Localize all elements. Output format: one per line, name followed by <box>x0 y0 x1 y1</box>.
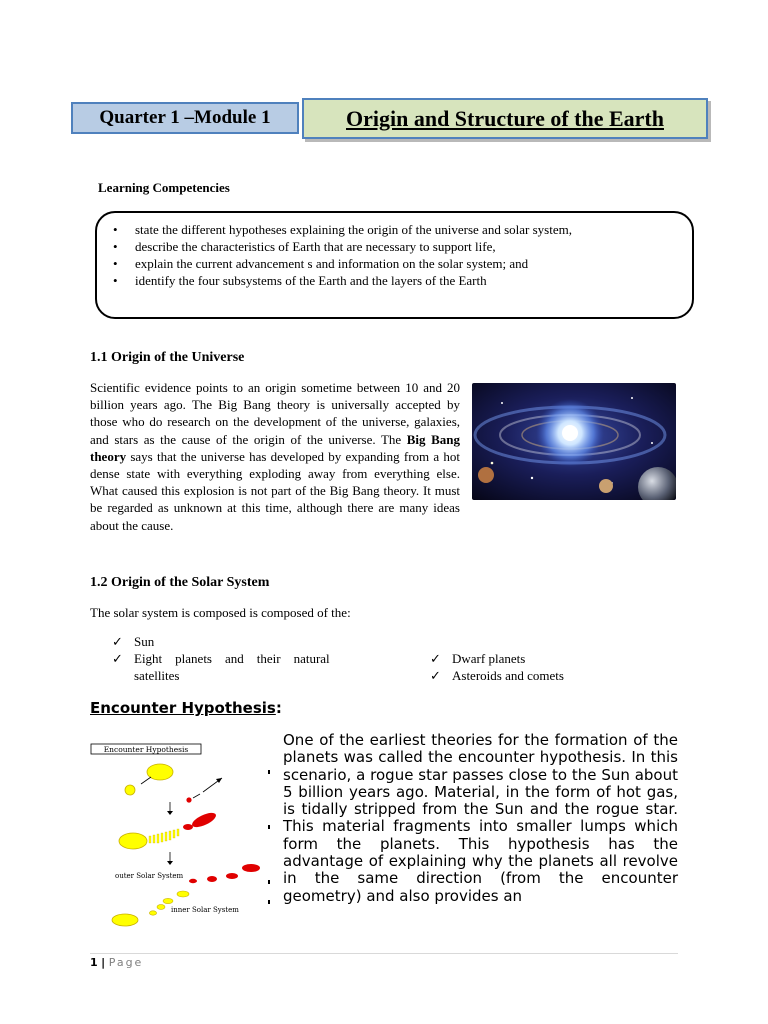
list-item: ✓ Dwarf planets <box>430 651 526 666</box>
page-number: 1 <box>90 956 98 969</box>
competency-item: • state the different hypotheses explaining the origin of the universe and solar system, <box>113 221 572 238</box>
solar-intro: The solar system is composed is composed of the: <box>90 605 351 620</box>
section-solar-heading: 1.2 Origin of the Solar System <box>90 575 270 590</box>
competencies-box <box>95 211 694 319</box>
big-bang-term: Big Bang theory <box>90 431 461 464</box>
diagram-inner-label: inner Solar System <box>171 906 239 914</box>
encounter-heading: Encounter Hypothesis: <box>90 699 282 717</box>
checkmark-icon: ✓ <box>430 651 441 666</box>
diagram-title: Encounter Hypothesis <box>103 745 189 754</box>
encounter-diagram <box>85 740 275 935</box>
footer-divider <box>90 953 678 954</box>
page-title: Origin and Structure of the Earth <box>346 105 664 131</box>
module-label: Quarter 1 –Module 1 <box>99 107 271 128</box>
footer-separator: | <box>101 956 106 969</box>
diagram-outer-label: outer Solar System <box>115 872 184 880</box>
encounter-diagram-svg <box>85 740 275 935</box>
list-item-continuation: satellites <box>134 668 180 683</box>
checkmark-icon: ✓ <box>112 634 123 649</box>
checkmark-icon: ✓ <box>430 668 441 683</box>
solar-left-list <box>112 633 362 684</box>
page-footer <box>90 956 143 969</box>
universe-text-end: says that the universe has developed by expanding from a hot dense state with everything exploding away from everything else. What caused this explosion is not part of the Big Bang theory. It must be regarded as unknown at this time, although there are many ideas about the cause. <box>90 448 460 533</box>
universe-galaxy-image <box>472 383 676 500</box>
checkmark-icon: ✓ <box>112 651 123 666</box>
universe-text-start: Scientific evidence points to an origin sometime between 10 and 20 billion years ago. The Big Bang theory is universally accepted by those who do research on the development of the universe, galaxies, and stars as the cause of the origin of the universe. The <box>90 380 460 447</box>
competency-item: • identify the four subsystems of the Earth and the layers of the Earth <box>113 272 572 289</box>
page-title-box <box>302 98 708 139</box>
competencies-list <box>113 221 572 289</box>
competency-item: • explain the current advancement s and information on the solar system; and <box>113 255 572 272</box>
list-item: ✓ Sun <box>112 634 155 649</box>
section-universe-heading: 1.1 Origin of the Universe <box>90 350 245 365</box>
page-word: Page <box>108 956 144 969</box>
module-label-box <box>71 102 299 134</box>
list-item: ✓ Asteroids and comets <box>430 668 564 683</box>
competency-item: • describe the characteristics of Earth that are necessary to support life, <box>113 238 572 255</box>
solar-right-list <box>430 650 564 684</box>
encounter-paragraph: One of the earliest theories for the formation of the planets was called the encounter hypothesis. In this scenario, a rogue star passes close to the Sun about 5 billion years ago. Material, in the form of hot gas, is tidally stripped from the Sun and the rogue star. This material fragments into smaller lumps which form the planets. This hypothesis has the advantage of explaining why the planets all revolve in the same direction (from the encounter geometry) and also provides an <box>283 731 678 905</box>
list-item: ✓ Eight planets and their natural <box>112 651 330 666</box>
section-universe-paragraph <box>90 379 676 534</box>
competencies-heading: Learning Competencies <box>98 180 230 195</box>
